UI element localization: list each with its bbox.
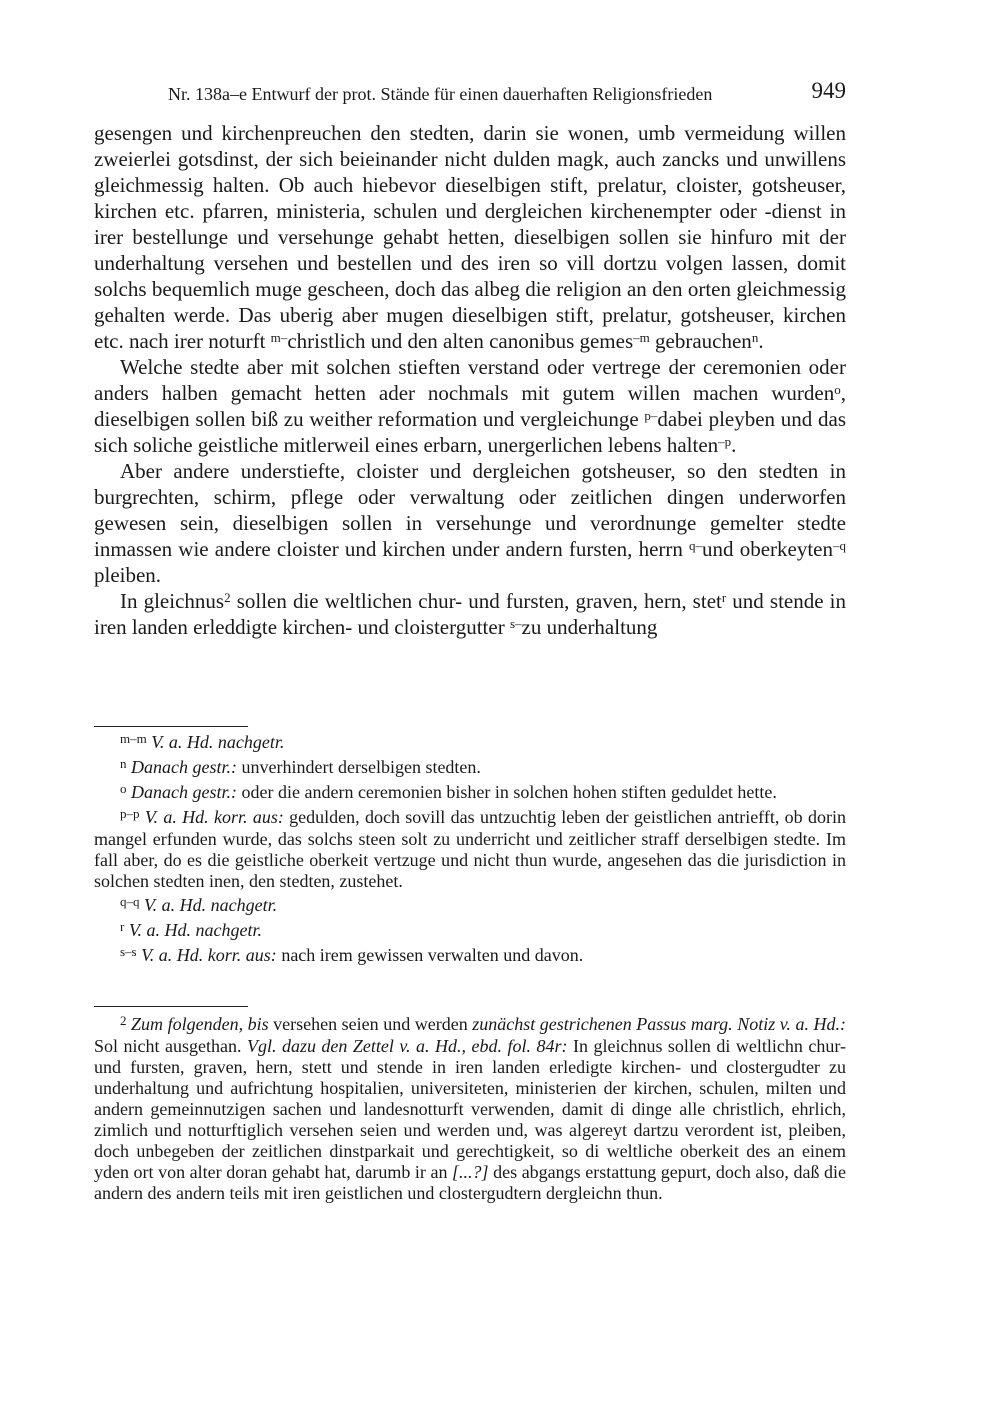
footnote-n: $^n$ Danach gestr.: unverhindert derselbigen stedten. [120, 756, 481, 777]
page-number: 949 [811, 78, 846, 103]
note-mark: n [751, 329, 759, 345]
note-mark: –m [633, 329, 650, 345]
note-mark: 2 [224, 589, 231, 605]
note-mark: m– [270, 329, 288, 345]
paragraph-3: Aber andere understiefte, cloister und dergleichen gotsheuser, so den stedten in burgrechten, schirm, pflege oder verwaltung oder zeitlichen dingen underworfen gewesen sein, dieselbigen sollen in versehunge und verordnunge gemelter stedte inmassen wie andere cloister und kirchen under andern fursten, herrn $^{q-}$und oberkeyten$^{-q}$ pleiben. [94, 459, 847, 587]
note-mark: s– [509, 615, 522, 631]
footnote-q: $^{q-q}$ V. a. Hd. nachgetr. [120, 894, 278, 915]
note-mark: –p [718, 433, 732, 449]
note-mark: –q [833, 537, 847, 553]
footnote-p: $^{p-p}$ V. a. Hd. korr. aus: gedulden, doch sovill das untzuchtig leben der geistlichen antriefft, ob dorin mangel erfunden wurde, das solchs steen solt zu underricht und zeitlicher straff derselbigen stedte. Im fall aber, do es die geistliche oberkeit vertzuge und nicht thun wurde, angesehen das die jurisdiction in solchen stedten inen, den stedten, zustehet. [94, 806, 846, 891]
footnote-2: $^2$ Zum folgenden, bis versehen seien und werden zunächst gestrichenen Passus marg. Notiz v. a. Hd.: Sol nicht ausgethan. Vgl. dazu den Zettel v. a. Hd., ebd. fol. 84r: In gleichnus sollen di weltlichn chur- und fursten, graven, hern, stett und stende in iren landen erledigte kirchen- und clostergudter zu underhaltung und aufrichtung hospitalien, universiteten, ministerien der kirchen, schulen, milten und andern gemeinnutzigen sachen und landesnotturft verwenden, damit di dinge alle christlich, ehrlich, zimlich und notturftiglich versehen seien und werden und, was algereyt dartzu verordent ist, pleiben, doch unbegeben der zeitlichen dinstparkait und gerechtigkeit, so di weltliche oberkeit des an einem yden ort von alter doran gehabt hat, darumb ir an [...?] des abgangs erstattung gepurt, doch also, daß die andern des andern teils mit iren geistlichen und clostergudtern dergleichn thun. [94, 1013, 846, 1203]
footnote-o: $^o$ Danach gestr.: oder die andern ceremonien bisher in solchen hohen stiften geduldet hette. [120, 781, 777, 802]
paragraph-2: Welche stedte aber mit solchen stieften verstand oder vertrege der ceremonien oder anders halben gemacht hetten ader nochmals mit gutem willen machen wurden$^o$, dieselbigen sollen biß zu weither reformation und vergleichunge $^{p-}$dabei pleyben und das sich soliche geistliche mitlerweil eines erbarn, unergerlichen lebens halten$^{-p}$. [94, 355, 846, 457]
note-mark: r [721, 589, 727, 605]
paragraph-1: gesengen und kirchenpreuchen den stedten, darin sie wonen, umb vermeidung willen zweierlei gotsdinst, der sich beieinander nicht dulden magk, auch zancks und unwillens gleichmessig halten. Ob auch hiebevor dieselbigen stift, prelatur, cloister, gotsheuser, kirchen etc. pfarren, ministeria, schulen und dergleichen kirchenempter oder -dienst in irer bestellunge und versehunge gehabt hetten, dieselbigen sollen sie hinfuro mit der underhaltung versehen und bestellen und des iren so vill dortzu volgen lassen, domit solchs bequemlich muge gescheen, doch das albeg die religion an den orten gleichmessig gehalten werde. Das uberig aber mugen dieselbigen stift, prelatur, gotsheuser, kirchen etc. nach irer noturft $^{m-}$christlich und den alten canonibus gemes$^{-m}$ gebrauchen$^n$. [94, 121, 846, 353]
footnote-m: $^{m-m}$ V. a. Hd. nachgetr. [120, 731, 285, 752]
paragraph-4: In gleichnus$^2$ sollen die weltlichen chur- und fursten, graven, hern, stet$^r$ und stende in iren landen erleddigte kirchen- und cloistergutter $^{s-}$zu underhaltung [94, 589, 846, 639]
footnote-rule [94, 726, 248, 727]
main-text [94, 120, 846, 640]
running-title: Nr. 138a–e Entwurf der prot. Stände für einen dauerhaften Religionsfrieden [168, 84, 713, 104]
footnote-rule-2 [94, 1006, 248, 1007]
textcritical-notes [94, 732, 846, 970]
note-mark: o [834, 381, 841, 397]
commentary-notes [94, 1014, 846, 1204]
running-header [168, 78, 846, 108]
note-mark: p– [644, 407, 658, 423]
footnote-r: $^r$ V. a. Hd. nachgetr. [120, 919, 263, 940]
footnote-s: $^{s-s}$ V. a. Hd. korr. aus: nach irem gewissen verwalten und davon. [120, 944, 584, 965]
note-mark: q– [689, 537, 703, 553]
